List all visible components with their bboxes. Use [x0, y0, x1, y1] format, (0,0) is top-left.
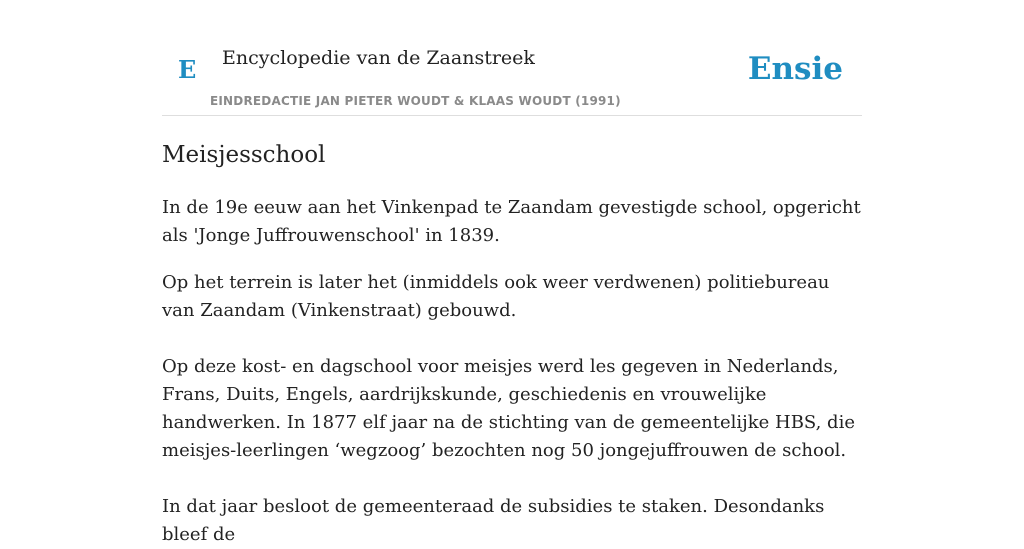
article-title: Meisjesschool: [162, 142, 326, 168]
ensie-logo-mark[interactable]: E: [178, 55, 197, 84]
editor-byline: EINDREDACTIE JAN PIETER WOUDT & KLAAS WOUDT (1991): [210, 94, 621, 108]
article-paragraph: Op deze kost- en dagschool voor meisjes werd les gegeven in Nederlands, Frans, Duits, Engels, aardrijkskunde, geschiedenis en vrouwelijke handwerken. In 1877 elf jaar na de stichting van de gemeentelijke HBS, die meisjes-leerlingen ‘wegzoog’ bezochten nog 50 jongejuffrouwen de school.: [162, 356, 855, 461]
article-paragraph: Op het terrein is later het (inmiddels ook weer verdwenen) politiebureau van Zaandam (Vinkenstraat) gebouwd.: [162, 272, 830, 321]
site-header: [162, 0, 862, 116]
ensie-brand-logo[interactable]: Ensie: [747, 51, 843, 87]
page: [162, 0, 862, 549]
encyclopedia-title[interactable]: Encyclopedie van de Zaanstreek: [222, 47, 535, 69]
article-paragraph: In de 19e eeuw aan het Vinkenpad te Zaandam gevestigde school, opgericht als 'Jonge Juffrouwenschool' in 1839.: [162, 197, 861, 246]
article-paragraph: In dat jaar besloot de gemeenteraad de subsidies te staken. Desondanks bleef de: [162, 496, 825, 545]
